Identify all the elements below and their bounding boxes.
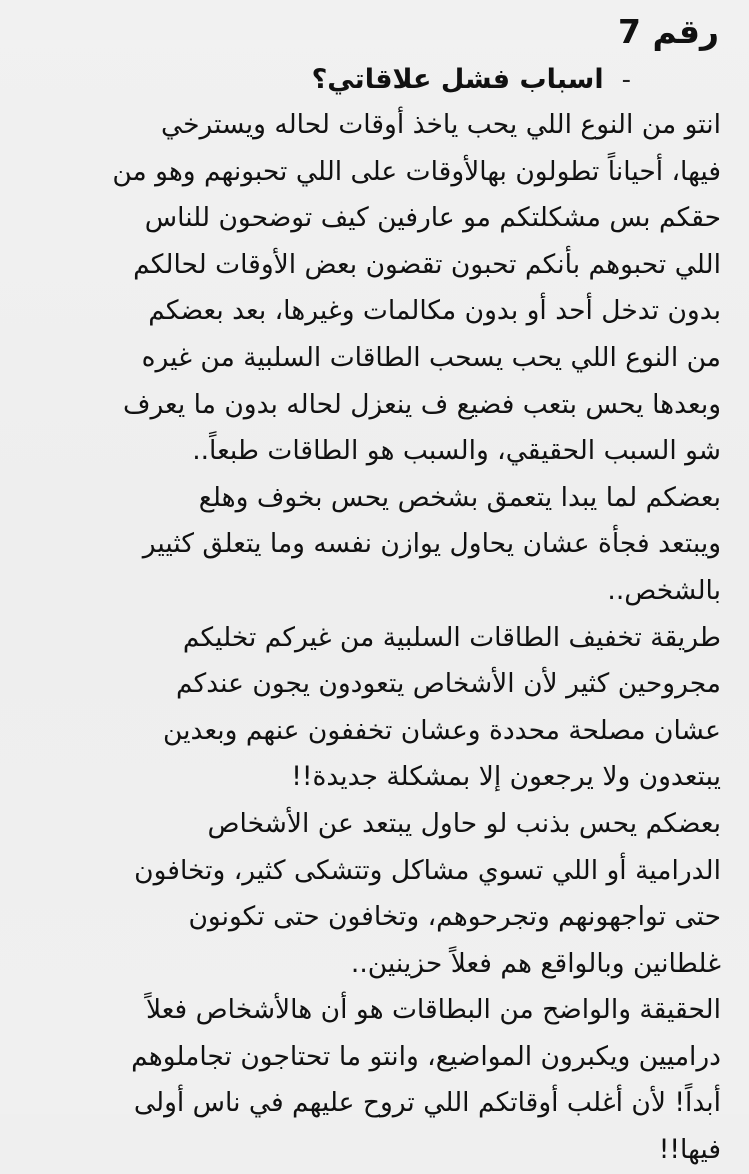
text-line: أبداً! لأن أغلب أوقاتكم اللي تروح عليهم في ناس أولى bbox=[133, 1087, 721, 1119]
text-line: ويبتعد فجأة عشان يحاول يوازن نفسه وما يتعلق كثيير bbox=[142, 528, 721, 560]
text-line: بالشخص.. bbox=[607, 574, 721, 606]
text-line: الدرامية أو اللي تسوي مشاكل وتتشكى كثير، وتخافون bbox=[134, 854, 721, 886]
text-line: مجروحين كثير لأن الأشخاص يتعودون يجون عندكم bbox=[175, 668, 721, 700]
bullet-dash: - bbox=[621, 65, 631, 95]
text-line: بعضكم يحس بذنب لو حاول يبتعد عن الأشخاص bbox=[207, 807, 721, 839]
text-line: فيها، أحياناً تطولون بهالأوقات على اللي تحبونهم وهو من bbox=[112, 155, 721, 187]
text-line: وبعدها يحس بتعب فضيع ف ينعزل لحاله بدون ما يعرف bbox=[122, 388, 721, 420]
text-line: يبتعدون ولا يرجعون إلا بمشكلة جديدة!! bbox=[291, 761, 721, 793]
text-line: عشان مصلحة محددة وعشان تخففون عنهم وبعدين bbox=[163, 714, 721, 746]
text-line: انتو من النوع اللي يحب ياخذ أوقات لحاله ويسترخي bbox=[161, 109, 721, 140]
text-line: فيها!! bbox=[658, 1134, 721, 1166]
document-body bbox=[30, 10, 721, 1174]
paragraph-text bbox=[30, 102, 721, 1174]
subtitle-row bbox=[30, 58, 721, 102]
text-line: من النوع اللي يحب يسحب الطاقات السلبية من غيره bbox=[141, 341, 721, 373]
page-title: رقم 7 bbox=[618, 12, 719, 51]
text-line: طريقة تخفيف الطاقات السلبية من غيركم تخليكم bbox=[182, 621, 721, 653]
text-line: شو السبب الحقيقي، والسبب هو الطاقات طبعاً.. bbox=[192, 435, 721, 467]
text-line: اللي تحبوهم بأنكم تحبون تقضون بعض الأوقات لحالكم bbox=[133, 248, 721, 280]
text-line: دراميين ويكبرون المواضيع، وانتو ما تحتاجون تجاملوهم bbox=[131, 1040, 721, 1072]
text-line: حتى تواجهونهم وتجرحوهم، وتخافون حتى تكونون bbox=[188, 901, 721, 933]
text-line: غلطانين وبالواقع هم فعلاً حزينين.. bbox=[350, 947, 721, 979]
text-line: بعضكم لما يبدا يتعمق بشخص يحس بخوف وهلع bbox=[198, 481, 721, 513]
text-line: بدون تدخل أحد أو بدون مكالمات وغيرها، بعد بعضكم bbox=[148, 295, 721, 327]
text-line: حقكم بس مشكلتكم مو عارفين كيف توضحون للناس bbox=[144, 202, 721, 234]
text-line: الحقيقة والواضح من البطاقات هو أن هالأشخاص فعلاً bbox=[145, 994, 721, 1026]
section-subtitle: اسباب فشل علاقاتي؟ bbox=[311, 64, 604, 95]
